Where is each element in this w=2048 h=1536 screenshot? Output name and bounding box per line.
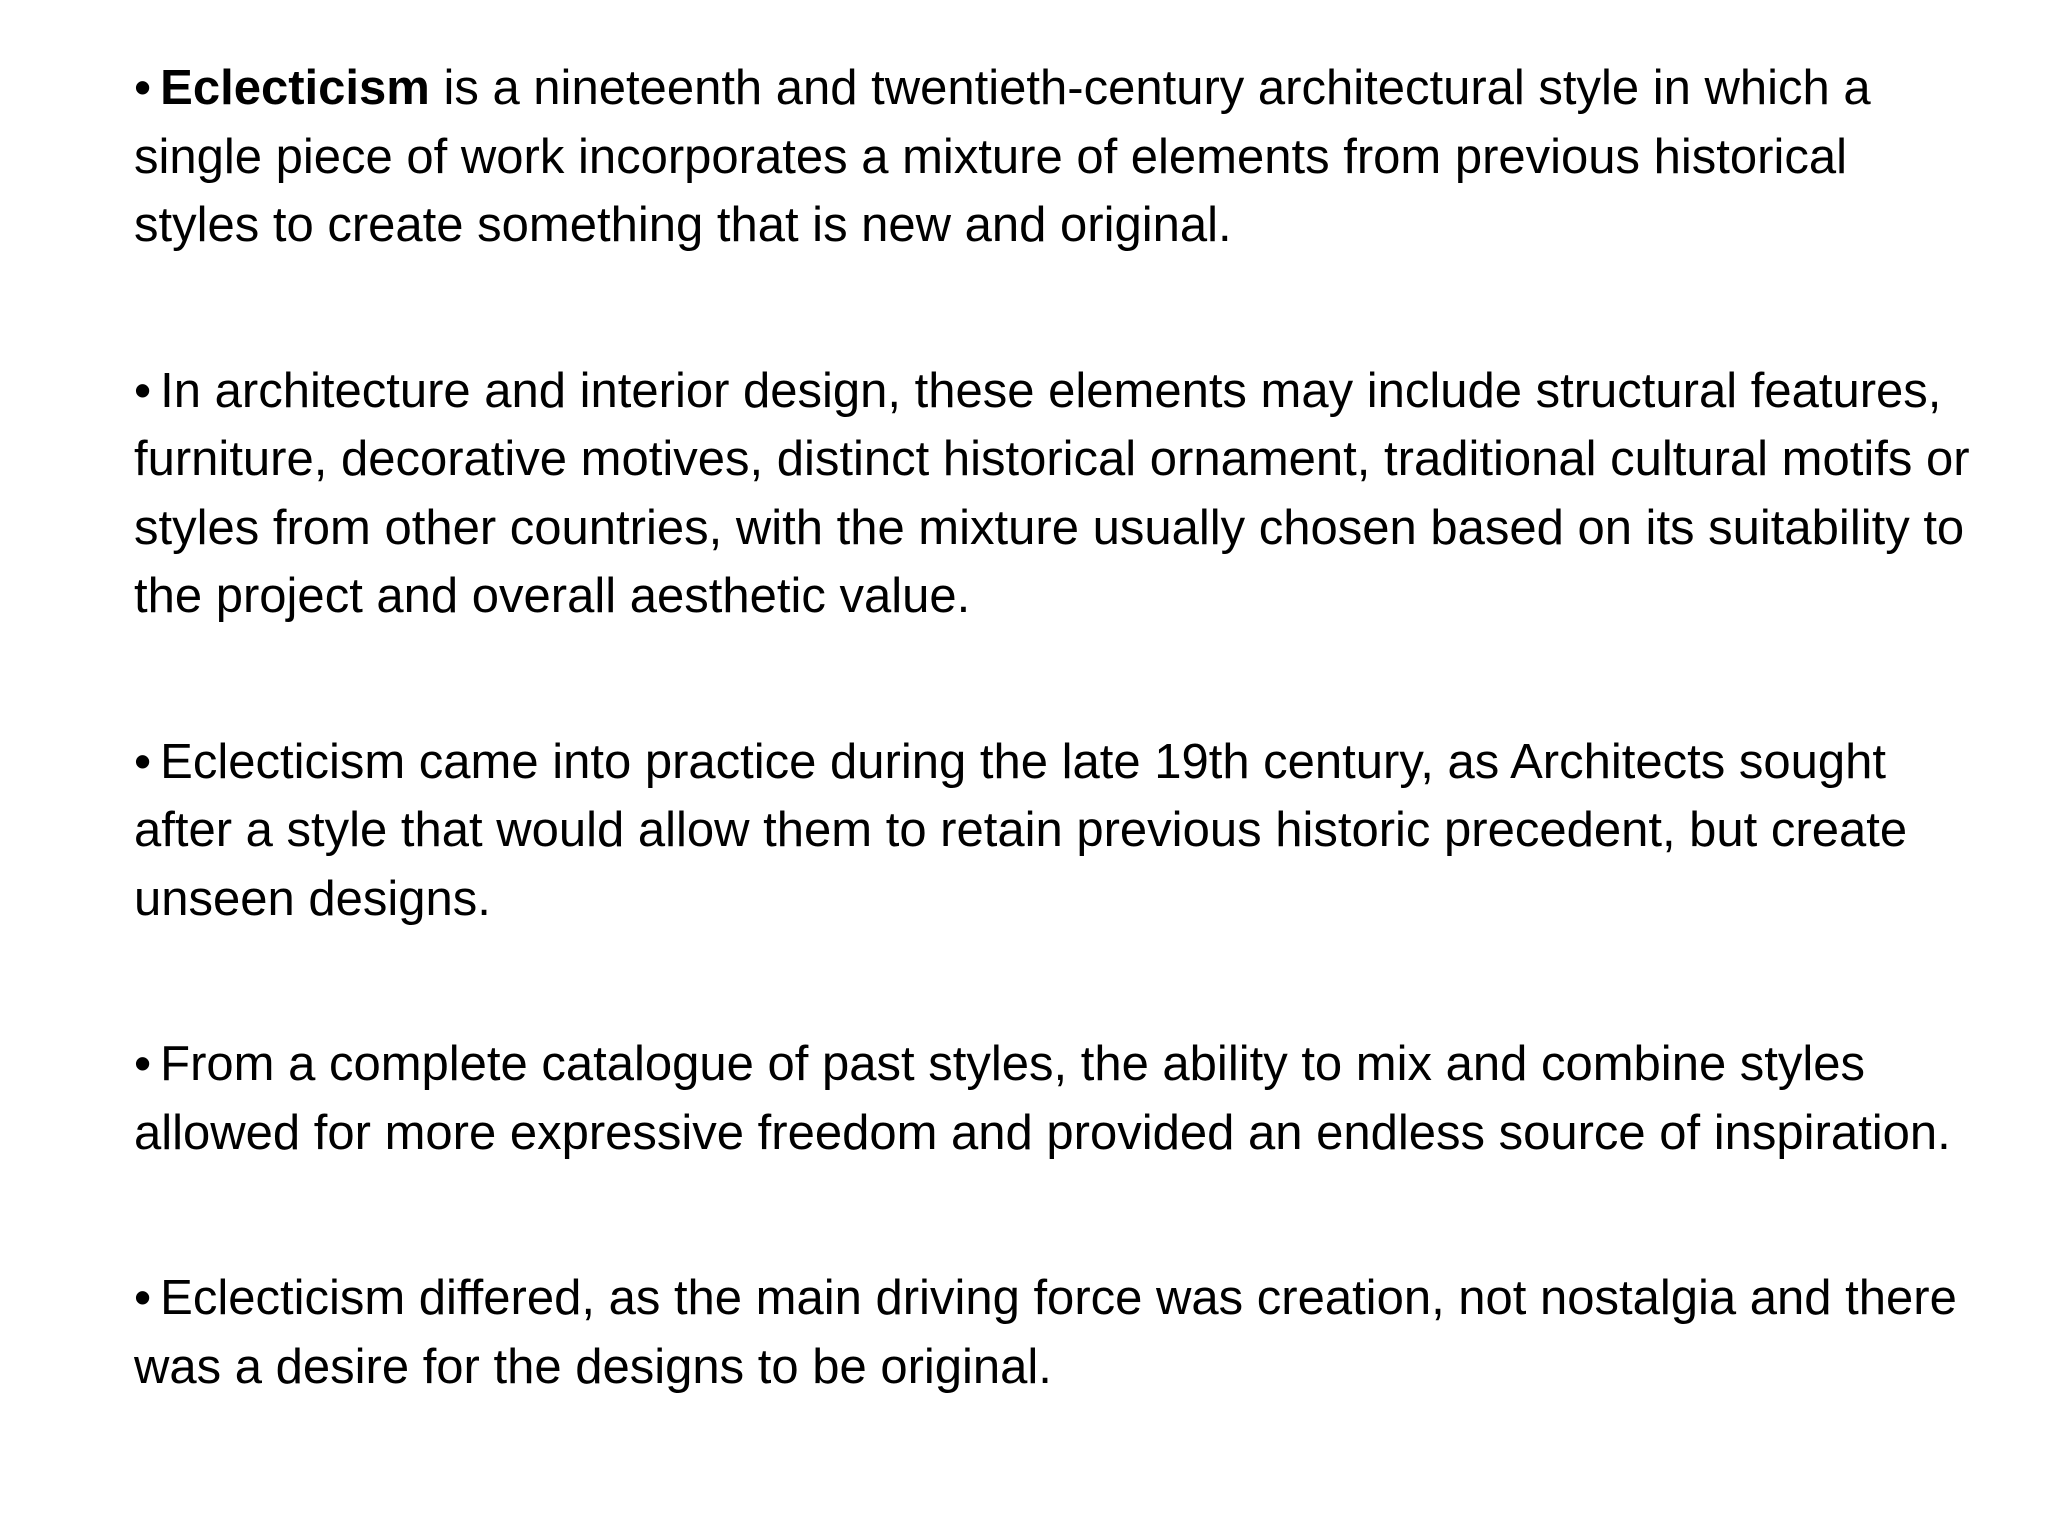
bullet-item-2 bbox=[134, 357, 1984, 631]
bullet-text: From a complete catalogue of past styles, the ability to mix and combine styles allowed for more expressive freedom and provided an endless source of inspiration. bbox=[134, 1037, 1951, 1160]
bullet-item-4 bbox=[134, 1030, 1984, 1167]
bullet-term: Eclecticism bbox=[160, 61, 430, 115]
bullet-marker: • bbox=[134, 61, 152, 115]
bullet-item-1 bbox=[134, 54, 1984, 260]
bullet-text: Eclecticism came into practice during the late 19th century, as Architects sought after a style that would allow them to retain previous historic precedent, but create unseen designs. bbox=[134, 734, 1908, 926]
bullet-text: is a nineteenth and twentieth-century architectural style in which a single piece of work incorporates a mixture of elements from previous historical styles to create something that is new and original. bbox=[134, 61, 1871, 252]
bullet-text: In architecture and interior design, these elements may include structural features, furniture, decorative motives, distinct historical ornament, traditional cultural motifs or styles from other countries, with the mixture usually chosen based on its suitability to the project and overall aesthetic value. bbox=[134, 363, 1970, 623]
bullet-list bbox=[134, 54, 1984, 1401]
bullet-item-3 bbox=[134, 728, 1984, 934]
bullet-marker: • bbox=[134, 1271, 152, 1325]
bullet-marker: • bbox=[134, 1037, 152, 1091]
bullet-item-5 bbox=[134, 1264, 1984, 1401]
bullet-text: Eclecticism differed, as the main driving force was creation, not nostalgia and there was a desire for the designs to be original. bbox=[134, 1271, 1957, 1394]
bullet-marker: • bbox=[134, 363, 152, 418]
bullet-marker: • bbox=[134, 734, 152, 789]
